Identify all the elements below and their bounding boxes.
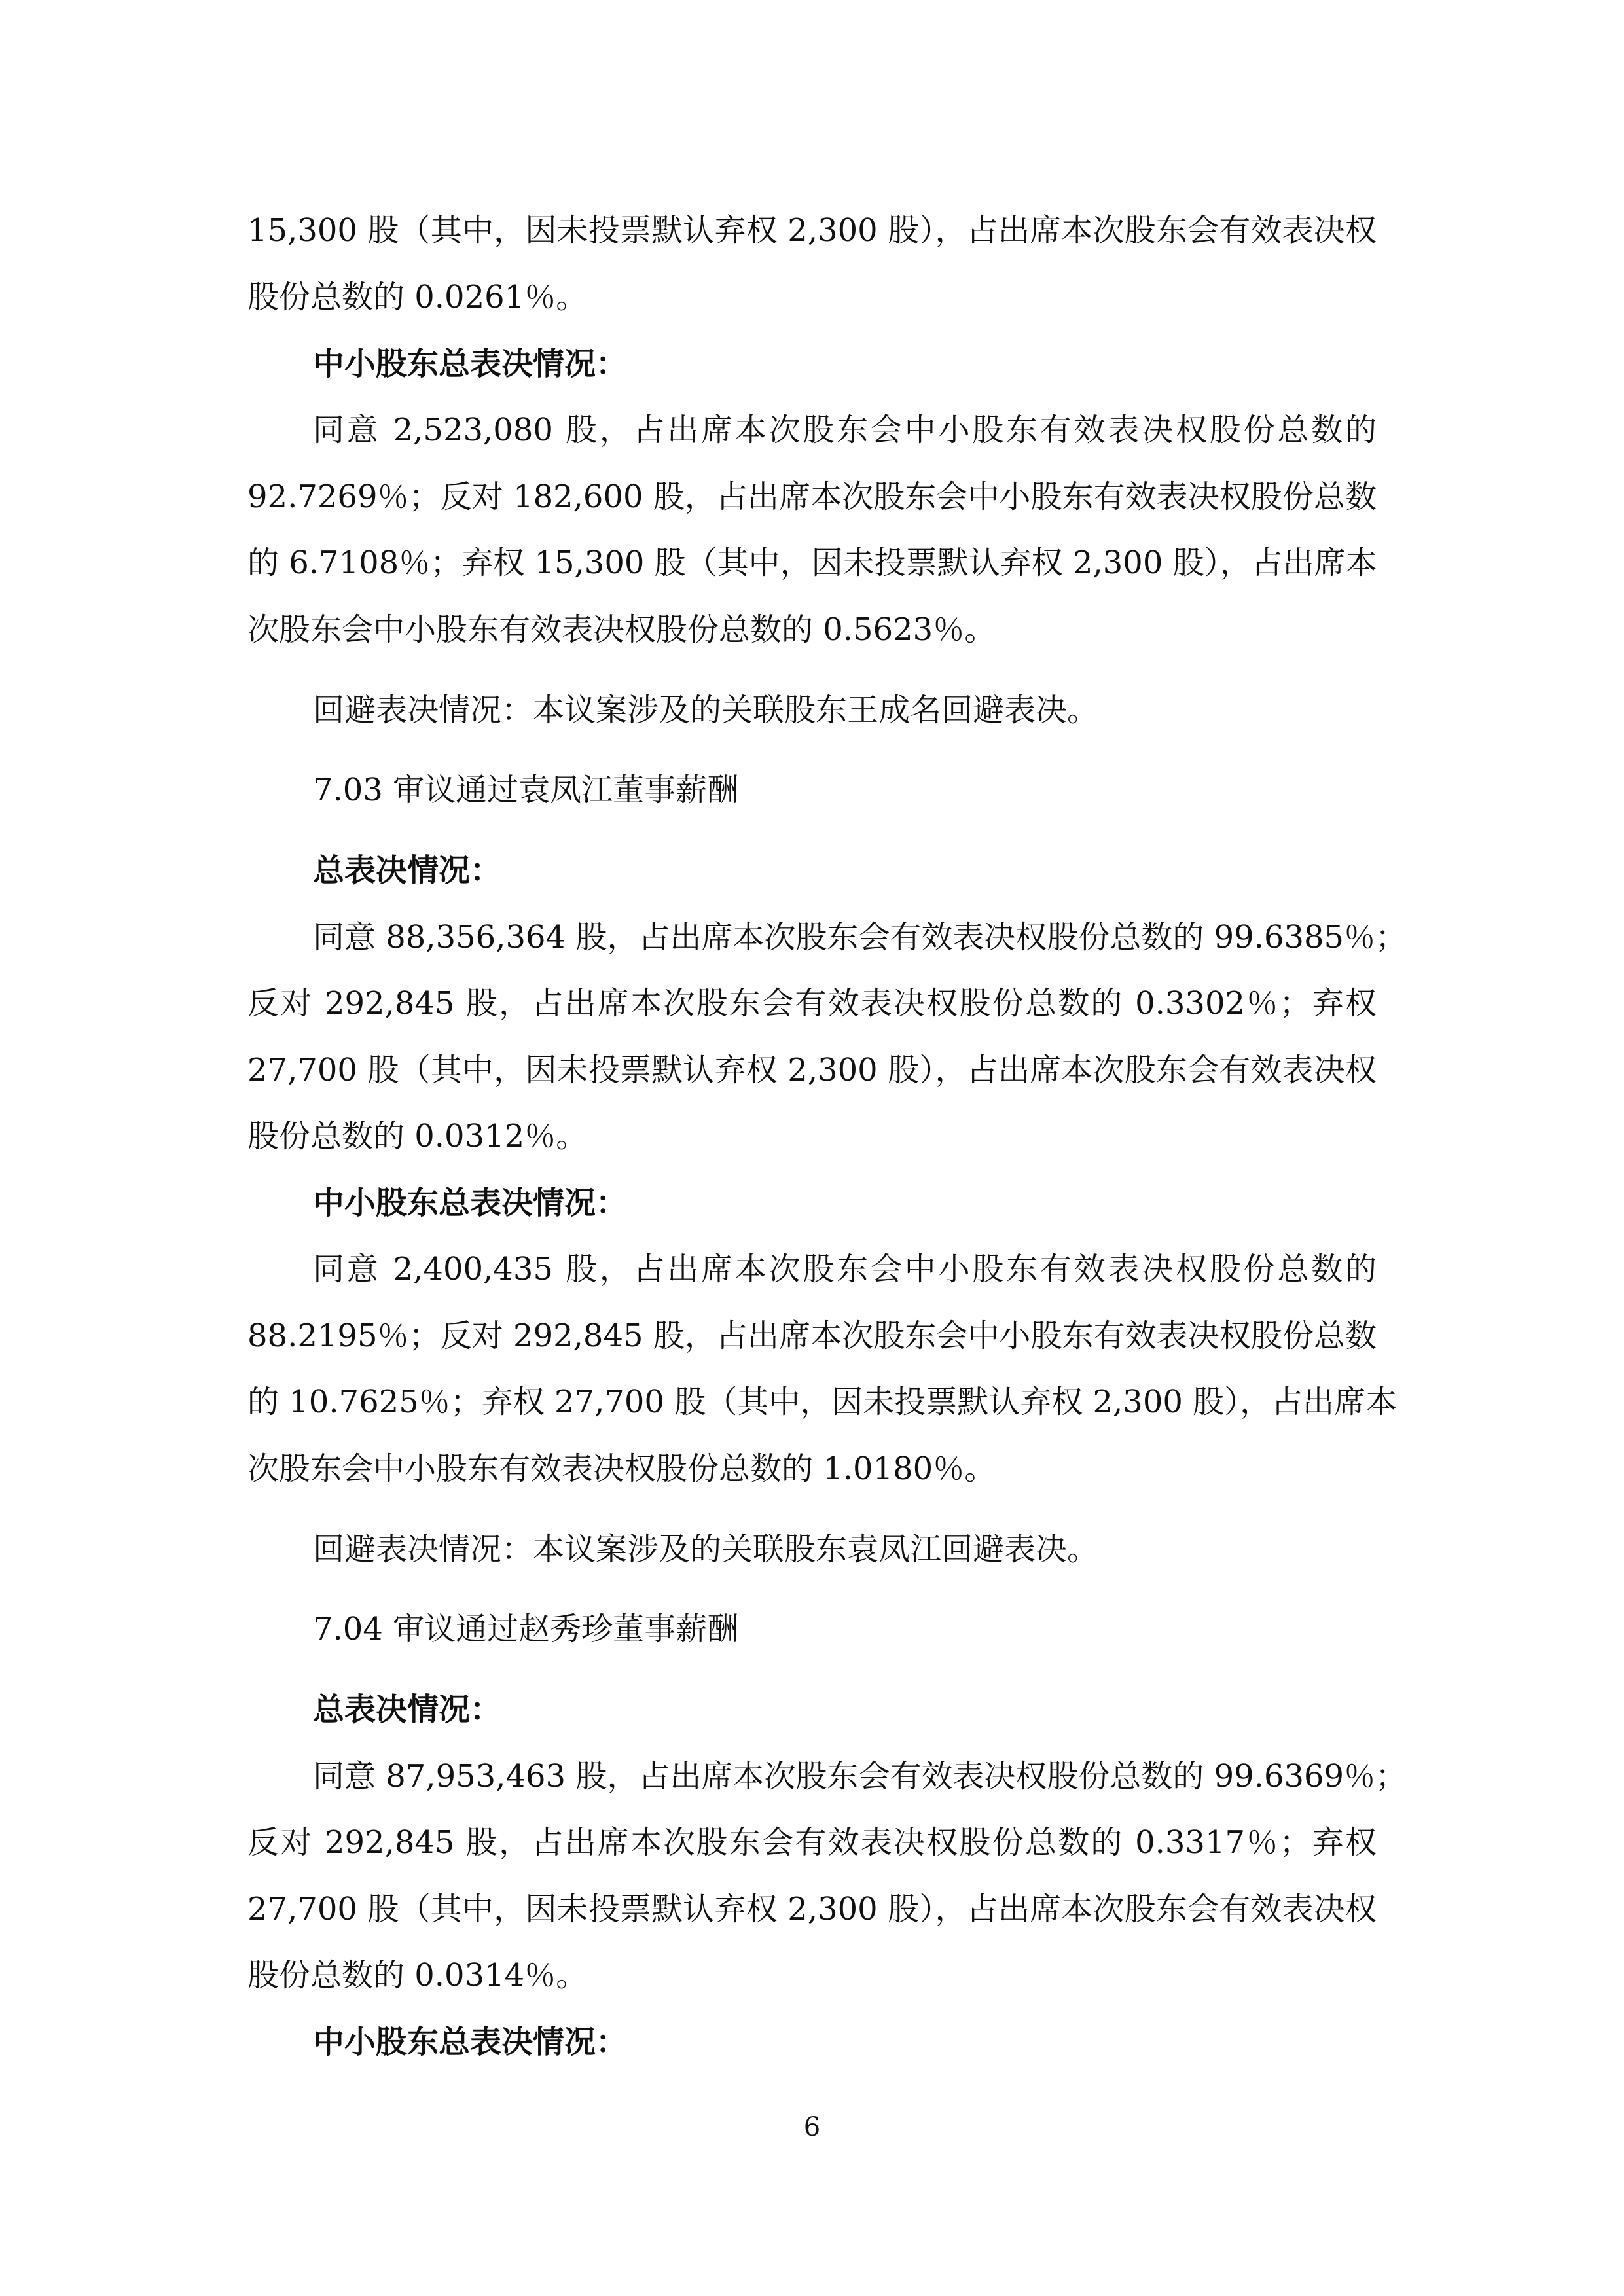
body-text-line: 反对 292,845 股，占出席本次股东会有效表决权股份总数的 0.3317％；弃权: [247, 1824, 1377, 1861]
body-text-line: 88.2195％；反对 292,845 股，占出席本次股东会中小股东有效表决权股份总数: [247, 1318, 1377, 1354]
body-text-line: 同意 2,400,435 股，占出席本次股东会中小股东有效表决权股份总数的: [313, 1251, 1377, 1287]
body-text-line: 的 10.7625％；弃权 27,700 股（其中，因未投票默认弃权 2,300 股），占出席本: [247, 1384, 1398, 1420]
body-text-line: 的 6.7108％；弃权 15,300 股（其中，因未投票默认弃权 2,300 股），占出席本: [247, 545, 1377, 581]
body-text-line: 股份总数的 0.0312％。: [247, 1118, 588, 1155]
section-subheading: 总表决情况：: [313, 852, 502, 889]
body-text-line: 同意 87,953,463 股，占出席本次股东会有效表决权股份总数的 99.6369％；: [313, 1758, 1407, 1795]
body-text-line: 15,300 股（其中，因未投票默认弃权 2,300 股），占出席本次股东会有效表决权: [247, 212, 1377, 249]
section-subheading: 中小股东总表决情况：: [313, 1185, 628, 1221]
body-text-line: 27,700 股（其中，因未投票默认弃权 2,300 股），占出席本次股东会有效表决权: [247, 1891, 1377, 1928]
body-text-line: 次股东会中小股东有效表决权股份总数的 0.5623％。: [247, 611, 996, 648]
item-heading: 7.03 审议通过袁凤江董事薪酬: [313, 772, 739, 808]
body-text-line: 次股东会中小股东有效表决权股份总数的 1.0180％。: [247, 1450, 996, 1487]
section-subheading: 中小股东总表决情况：: [313, 346, 628, 382]
section-subheading: 中小股东总表决情况：: [313, 2024, 628, 2060]
section-subheading: 总表决情况：: [313, 1691, 502, 1728]
body-text-line: 同意 2,523,080 股，占出席本次股东会中小股东有效表决权股份总数的: [313, 412, 1377, 448]
body-text-line: 92.7269％；反对 182,600 股，占出席本次股东会中小股东有效表决权股份总数: [247, 478, 1377, 515]
page-number: 6: [803, 2112, 821, 2142]
body-text-line: 回避表决情况：本议案涉及的关联股东王成名回避表决。: [313, 692, 1099, 728]
body-text-line: 股份总数的 0.0261％。: [247, 279, 588, 315]
item-heading: 7.04 审议通过赵秀珍董事薪酬: [313, 1611, 739, 1647]
body-text-line: 27,700 股（其中，因未投票默认弃权 2,300 股），占出席本次股东会有效表决权: [247, 1052, 1377, 1088]
body-text-line: 回避表决情况：本议案涉及的关联股东袁凤江回避表决。: [313, 1531, 1099, 1568]
body-text-line: 股份总数的 0.0314％。: [247, 1957, 588, 1994]
body-text-line: 同意 88,356,364 股，占出席本次股东会有效表决权股份总数的 99.6385％；: [313, 919, 1407, 956]
body-text-line: 反对 292,845 股，占出席本次股东会有效表决权股份总数的 0.3302％；弃权: [247, 985, 1377, 1022]
